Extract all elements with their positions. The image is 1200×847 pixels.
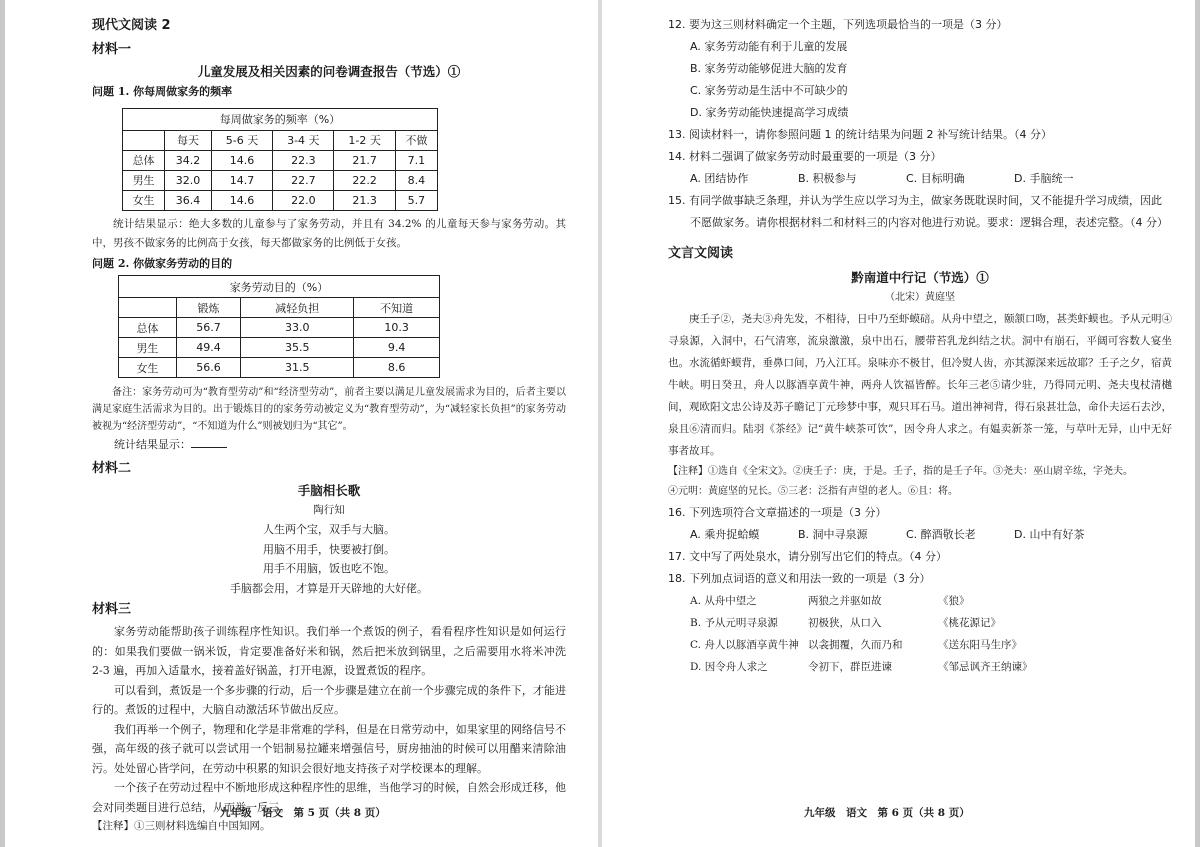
- stat-fill-label: 统计结果显示：: [114, 438, 191, 451]
- q16-option[interactable]: D. 山中有好茶: [1014, 527, 1085, 541]
- q18-option[interactable]: A. 从舟中望之: [690, 594, 757, 607]
- q18-option[interactable]: B. 予从元明寻泉源: [690, 616, 778, 629]
- q14-options: [690, 168, 1172, 190]
- q14-option[interactable]: A. 团结协作: [690, 172, 749, 185]
- m3-paragraph: 我们再举一个例子，物理和化学是非常难的学科，但是在日常劳动中，如果家里的网络信号不强，高年级的孩子就可以尝试用一个铝制易拉罐来增强信号，厨房抽油的时候可以用醋来清除油污。处处留心皆学问，在劳动中积累的知识会很好地支持孩子对学校课本的理解。: [92, 722, 566, 775]
- q18-source: 《狼》: [938, 594, 970, 607]
- table-cell: 10.3: [354, 318, 440, 338]
- question-18: 18. 下列加点词语的意义和用法一致的一项是（3 分）: [668, 571, 931, 585]
- question-17: 17. 文中写了两处泉水，请分别写出它们的特点。（4 分）: [668, 549, 947, 563]
- table-caption: 家务劳动目的（%）: [119, 276, 440, 298]
- stat-text: 统计结果显示：绝大多数的儿童参与了家务劳动，并且有 34.2% 的儿童每天参与家务劳动。其中，男孩不做家务的比例高于女孩，每天都做家务的比例低于女孩。: [92, 217, 566, 249]
- q14-option[interactable]: C. 目标明确: [906, 172, 965, 185]
- page-5: [0, 0, 596, 847]
- row-label-cell: 总体: [123, 150, 165, 170]
- m3-paragraph: 家务劳动能帮助孩子训练程序性知识。我们举一个煮饭的例子，看看程序性知识是如何运行的：如果我们要做一锅米饭，肯定要准备好米和锅，然后把米放到锅里，之后需要用水将米冲洗 2-3 遍，再加入适量水，接着盖好锅盖，打开电源，设置煮饭的程序。: [92, 625, 566, 677]
- q16-option[interactable]: B. 洞中寻泉源: [798, 527, 868, 541]
- q18-compare: 以衾拥覆，久而乃和: [808, 638, 903, 651]
- row-label-cell: 男生: [123, 170, 165, 190]
- table-row: [123, 150, 438, 170]
- table-header-cell: 不知道: [354, 298, 440, 318]
- q12-option[interactable]: D. 家务劳动能快速提高学习成绩: [690, 106, 849, 119]
- row-label-cell: 男生: [119, 338, 177, 358]
- page-6: [604, 0, 1200, 847]
- page-gutter: [598, 0, 602, 847]
- table-cell: 49.4: [176, 338, 240, 358]
- table-cell: 14.7: [211, 170, 272, 190]
- question-15: 15. 有同学做事缺乏条理，并认为学生应以学习为主，做家务既耽误时间，又不能提升学习成绩，因此不愿做家务。请你根据材料二和材料三的内容对他进行劝说。要求：逻辑合理，表述完整。（4 分）: [668, 194, 1168, 229]
- page-footer-left: 九年级 语文 第 5 页（共 8 页）: [220, 807, 386, 819]
- m3-paragraph: 可以看到，煮饭是一个多步骤的行动，后一个步骤是建立在前一个步骤完成的条件下，才能进行的。煮饭的过程中，大脑自动激活环节做出反应。: [92, 683, 566, 716]
- classical-note: ④元明：黄庭坚的兄长。⑤三老：泛指有声望的老人。⑥且：将。: [668, 485, 958, 497]
- question-14: 14. 材料二强调了做家务劳动时最重要的一项是（3 分）: [668, 150, 942, 163]
- table-header-cell: 5-6 天: [211, 130, 272, 150]
- table-cell: 32.0: [165, 170, 212, 190]
- table-header-cell: 每天: [165, 130, 212, 150]
- table-cell: 21.3: [334, 190, 395, 210]
- table-cell: 56.6: [176, 358, 240, 378]
- classical-heading: 文言文阅读: [668, 246, 734, 261]
- table-row: [119, 358, 440, 378]
- table-header-row: [119, 298, 440, 318]
- q18-source: 《桃花源记》: [938, 616, 1001, 629]
- table-cell: 9.4: [354, 338, 440, 358]
- question-12: 12. 要为这三则材料确定一个主题，下列选项最恰当的一项是（3 分）: [668, 18, 1008, 31]
- material2-label: 材料二: [92, 460, 132, 476]
- table-cell: 8.6: [354, 358, 440, 378]
- table-header-cell: 3-4 天: [273, 130, 334, 150]
- row-label-cell: 总体: [119, 318, 177, 338]
- row-label-cell: 女生: [119, 358, 177, 378]
- poem-line: 用脑不用手，快要被打倒。: [263, 542, 395, 556]
- classical-author: （北宋）黄庭坚: [885, 292, 955, 303]
- q18-options: [690, 590, 1172, 678]
- table-row: [123, 190, 438, 210]
- table-header-row: [123, 130, 438, 150]
- table-cell: 22.2: [334, 170, 395, 190]
- q1-title: 问题 1. 你每周做家务的频率: [92, 85, 233, 98]
- poem-line: 手脑都会用，才算是开天辟地的大好佬。: [230, 581, 428, 595]
- table-caption: 每周做家务的频率（%）: [123, 108, 438, 130]
- material-note: 【注释】①三则材料选编自中国知网。: [92, 820, 271, 832]
- poem-line: 用手不用脑，饭也吃不饱。: [263, 562, 395, 575]
- poem-line: 人生两个宝，双手与大脑。: [263, 523, 395, 536]
- q18-compare: 两狼之并驱如故: [808, 594, 882, 607]
- q12-option[interactable]: A. 家务劳动能有利于儿童的发展: [690, 40, 848, 53]
- table-header-cell: 减轻负担: [241, 298, 354, 318]
- table-cell: 56.7: [176, 318, 240, 338]
- table-header-cell: [123, 130, 165, 150]
- question-13: 13. 阅读材料一，请你参照问题 1 的统计结果为问题 2 补写统计结果。（4 分）: [668, 128, 1052, 141]
- section-heading: 现代文阅读 2: [92, 18, 171, 33]
- m3-paragraph: 一个孩子在劳动过程中不断地形成这种程序性的思维，当他学习的时候，自然会形成迁移，他会对同类题目进行总结，从而举一反三。: [92, 781, 566, 814]
- poem-title: 手脑相长歌: [297, 482, 361, 498]
- material1-label: 材料一: [92, 42, 132, 57]
- table-header-cell: 不做: [395, 130, 437, 150]
- row-label-cell: 女生: [123, 190, 165, 210]
- stat-fill-line: [92, 435, 566, 455]
- q18-compare: 令初下，群臣进谏: [808, 660, 892, 673]
- poem-author: 陶行知: [313, 503, 345, 516]
- table-cell: 31.5: [241, 358, 354, 378]
- q12-option[interactable]: C. 家务劳动是生活中不可缺少的: [690, 84, 848, 97]
- table-cell: 5.7: [395, 190, 437, 210]
- note-text: 备注：家务劳动可为“教育型劳动”和“经济型劳动”，前者主要以满足儿童发展需求为目的，后者主要以满足家庭生活需求为目的。出于锻炼目的的家务劳动被定义为“教育型劳动”，为“减轻家长负担”的家务劳动被视为“经济型劳动”，“不知道为什么”则被划归为“其它”。: [92, 387, 566, 432]
- question-16: 16. 下列选项符合文章描述的一项是（3 分）: [668, 505, 887, 519]
- q18-compare: 初极狭，从口入: [808, 616, 882, 629]
- frequency-table: [122, 108, 438, 211]
- q18-source: 《邹忌讽齐王纳谏》: [938, 660, 1033, 673]
- q16-options: [690, 524, 1172, 546]
- table-cell: 34.2: [165, 150, 212, 170]
- purpose-table: [118, 275, 440, 378]
- table-cell: 36.4: [165, 190, 212, 210]
- q2-title: 问题 2. 你做家务劳动的目的: [92, 256, 233, 270]
- table-cell: 8.4: [395, 170, 437, 190]
- classical-text: 庚壬子②，尧夫③舟先发，不相待，日中乃至虾蟆碚。从舟中望之，颐颔口吻，甚类虾蟆也。予从元明④寻泉源，入洞中，石气清寒，流泉激激，泉中出石，腰带苔乳龙纠结之状。洞中有崩石，平阔可容数人宴坐也。水流循虾蟆背，垂鼻口间，乃入江耳。泉味亦不极甘，但冷熨人齿，亦其源深来远故耶？壬子之夕，宿黄牛峡。明日癸丑，舟人以豚酒享黄牛神，两舟人饮福皆醉。长年三老⑤请少驻，乃得同元明、尧夫曳杖清樾间，观欧阳文忠公诗及苏子瞻记丁元珍梦中事，观只耳石马。道出神祠背，得石泉甚壮急，命仆夫运石去沙，泉且⑥清而归。陆羽《茶经》记“黄牛峡茶可饮”，因令舟人求之。有媪卖新茶一笼，与草叶无异，山中无好事者故耳。: [668, 312, 1172, 457]
- table-cell: 14.6: [211, 150, 272, 170]
- table-header-cell: 1-2 天: [334, 130, 395, 150]
- table-cell: 7.1: [395, 150, 437, 170]
- table-cell: 14.6: [211, 190, 272, 210]
- table-row: [119, 338, 440, 358]
- table-cell: 22.7: [273, 170, 334, 190]
- table-cell: 21.7: [334, 150, 395, 170]
- table-cell: 22.3: [273, 150, 334, 170]
- report-title: 儿童发展及相关因素的问卷调查报告（节选）①: [197, 64, 461, 79]
- table-header-cell: [119, 298, 177, 318]
- answer-blank[interactable]: [191, 435, 227, 448]
- material3-label: 材料三: [92, 602, 132, 617]
- page-footer-right: 九年级 语文 第 6 页（共 8 页）: [804, 807, 970, 819]
- q16-option[interactable]: A. 乘舟捉蛤蟆: [690, 527, 760, 541]
- table-row: [123, 170, 438, 190]
- table-row: [119, 318, 440, 338]
- q12-option[interactable]: B. 家务劳动能够促进大脑的发育: [690, 62, 848, 75]
- classical-title: 黔南道中行记（节选）①: [851, 270, 989, 285]
- classical-note: 【注释】①选自《全宋文》。②庚壬子：庚，于是。壬子，指的是壬子年。③尧夫：巫山尉辛纮，字尧夫。: [668, 465, 1133, 477]
- q18-option[interactable]: C. 舟人以豚酒享黄牛神: [690, 638, 799, 651]
- q18-option[interactable]: D. 因令舟人求之: [690, 660, 768, 673]
- q18-source: 《送东阳马生序》: [938, 638, 1022, 651]
- table-cell: 33.0: [241, 318, 354, 338]
- q14-option[interactable]: D. 手脑统一: [1014, 172, 1074, 185]
- table-header-cell: 锻炼: [176, 298, 240, 318]
- q16-option[interactable]: C. 醉酒敬长老: [906, 527, 976, 541]
- table-cell: 35.5: [241, 338, 354, 358]
- q14-option[interactable]: B. 积极参与: [798, 172, 857, 185]
- table-cell: 22.0: [273, 190, 334, 210]
